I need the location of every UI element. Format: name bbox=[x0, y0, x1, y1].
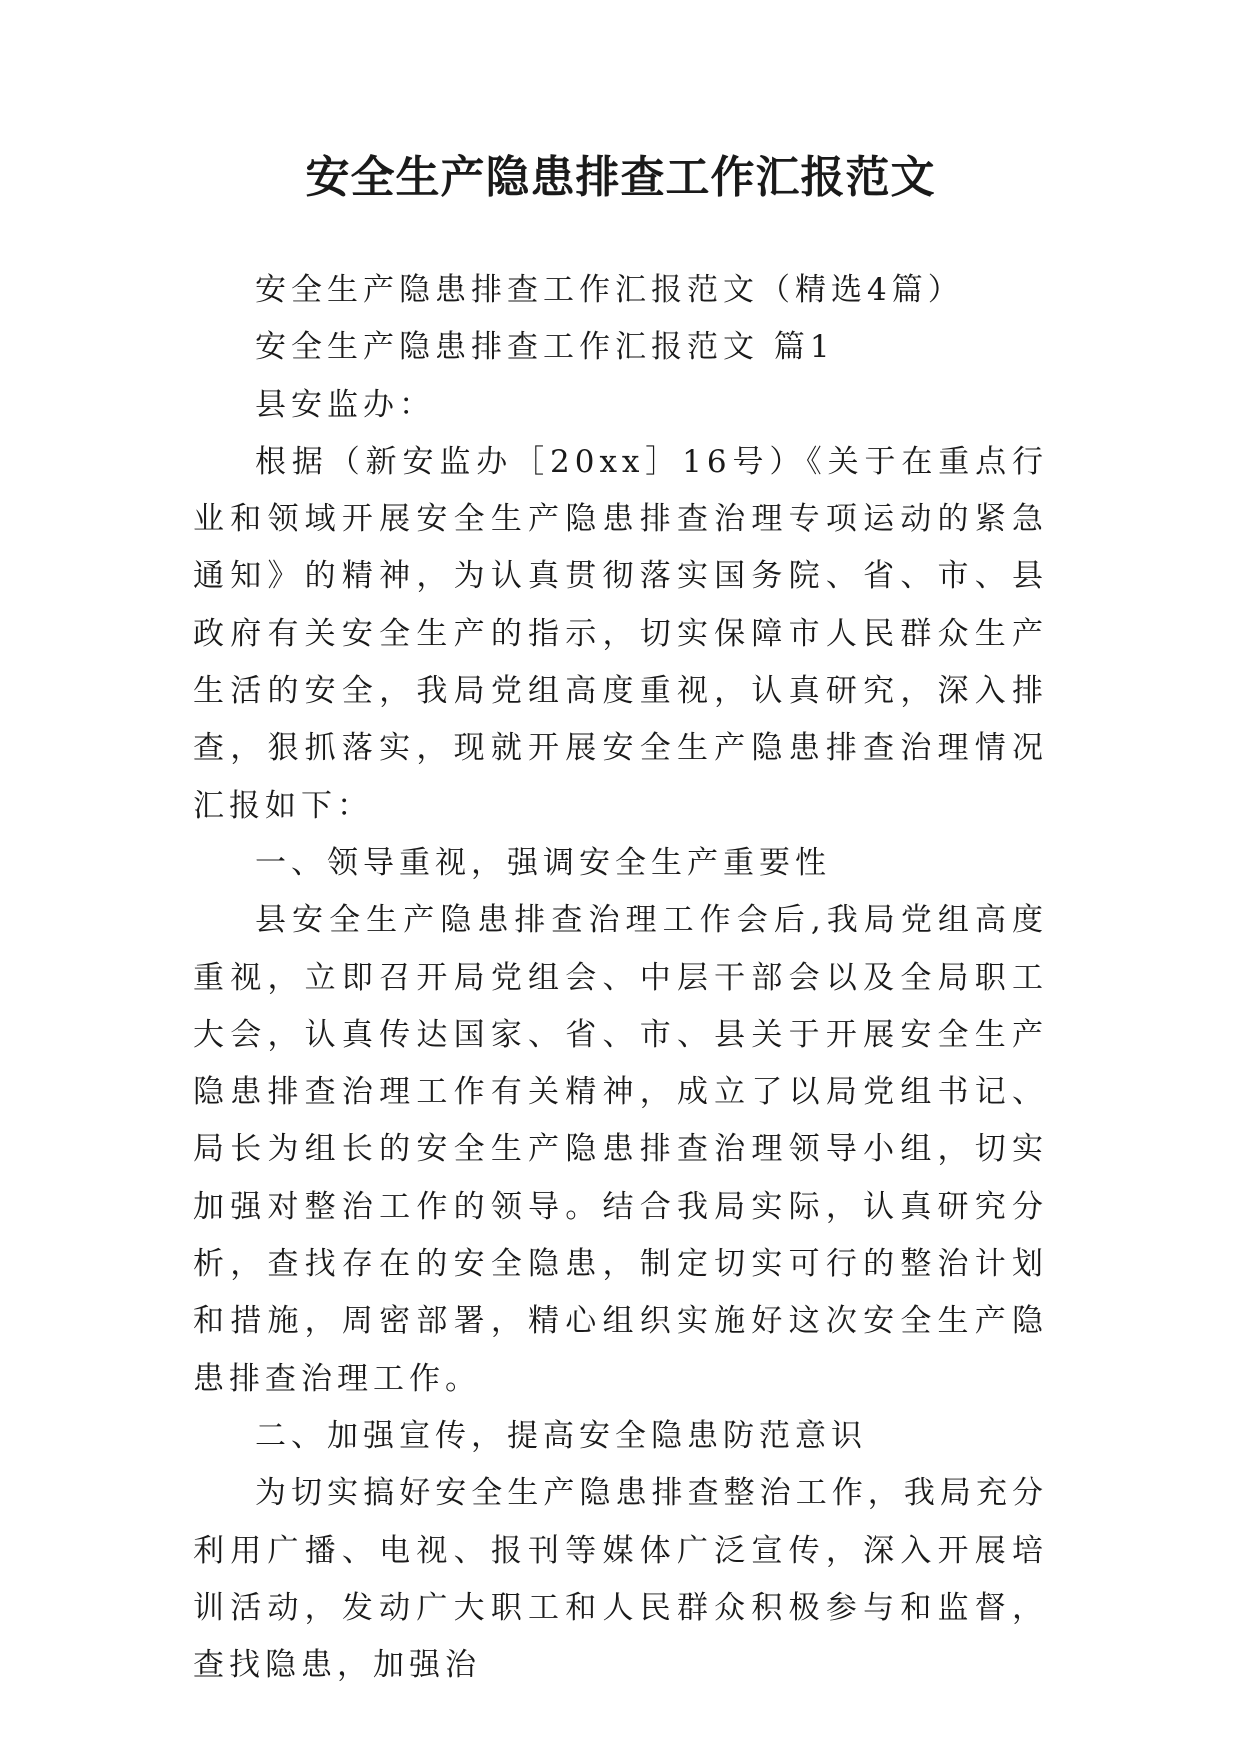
section-2-paragraph: 为切实搞好安全生产隐患排查整治工作，我局充分利用广播、电视、报刊等媒体广泛宣传，深入开展培训活动，发动广大职工和人民群众积极参与和监督，查找隐患，加强治 bbox=[193, 1475, 1048, 1684]
document-title: 安全生产隐患排查工作汇报范文 bbox=[305, 152, 936, 203]
section-heading-part-1: 安全生产隐患排查工作汇报范文 篇1 bbox=[255, 329, 835, 366]
section-heading-2: 二、加强宣传，提高安全隐患防范意识 bbox=[255, 1417, 867, 1454]
intro-paragraph: 根据（新安监办［20xx］16号）《关于在重点行业和领域开展安全生产隐患排查治理专项运动的紧急通知》的精神，为认真贯彻落实国务院、省、市、县政府有关安全生产的指示，切实保障市人民群众生产生活的安全，我局党组高度重视，认真研究，深入排查，狠抓落实，现就开展安全生产隐患排查治理情况汇报如下： bbox=[193, 443, 1048, 824]
addressee: 县安监办： bbox=[255, 386, 435, 423]
document-body bbox=[193, 262, 1048, 1694]
section-1-paragraph: 县安全生产隐患排查治理工作会后,我局党组高度重视，立即召开局党组会、中层干部会以及全局职工大会，认真传达国家、省、市、县关于开展安全生产隐患排查治理工作有关精神，成立了以局党组书记、局长为组长的安全生产隐患排查治理领导小组，切实加强对整治工作的领导。结合我局实际，认真研究分析，查找存在的安全隐患，制定切实可行的整治计划和措施，周密部署，精心组织实施好这次安全生产隐患排查治理工作。 bbox=[193, 902, 1048, 1397]
section-heading-1: 一、领导重视，强调安全生产重要性 bbox=[255, 844, 831, 881]
subtitle-paragraph: 安全生产隐患排查工作汇报范文（精选4篇） bbox=[255, 272, 964, 308]
